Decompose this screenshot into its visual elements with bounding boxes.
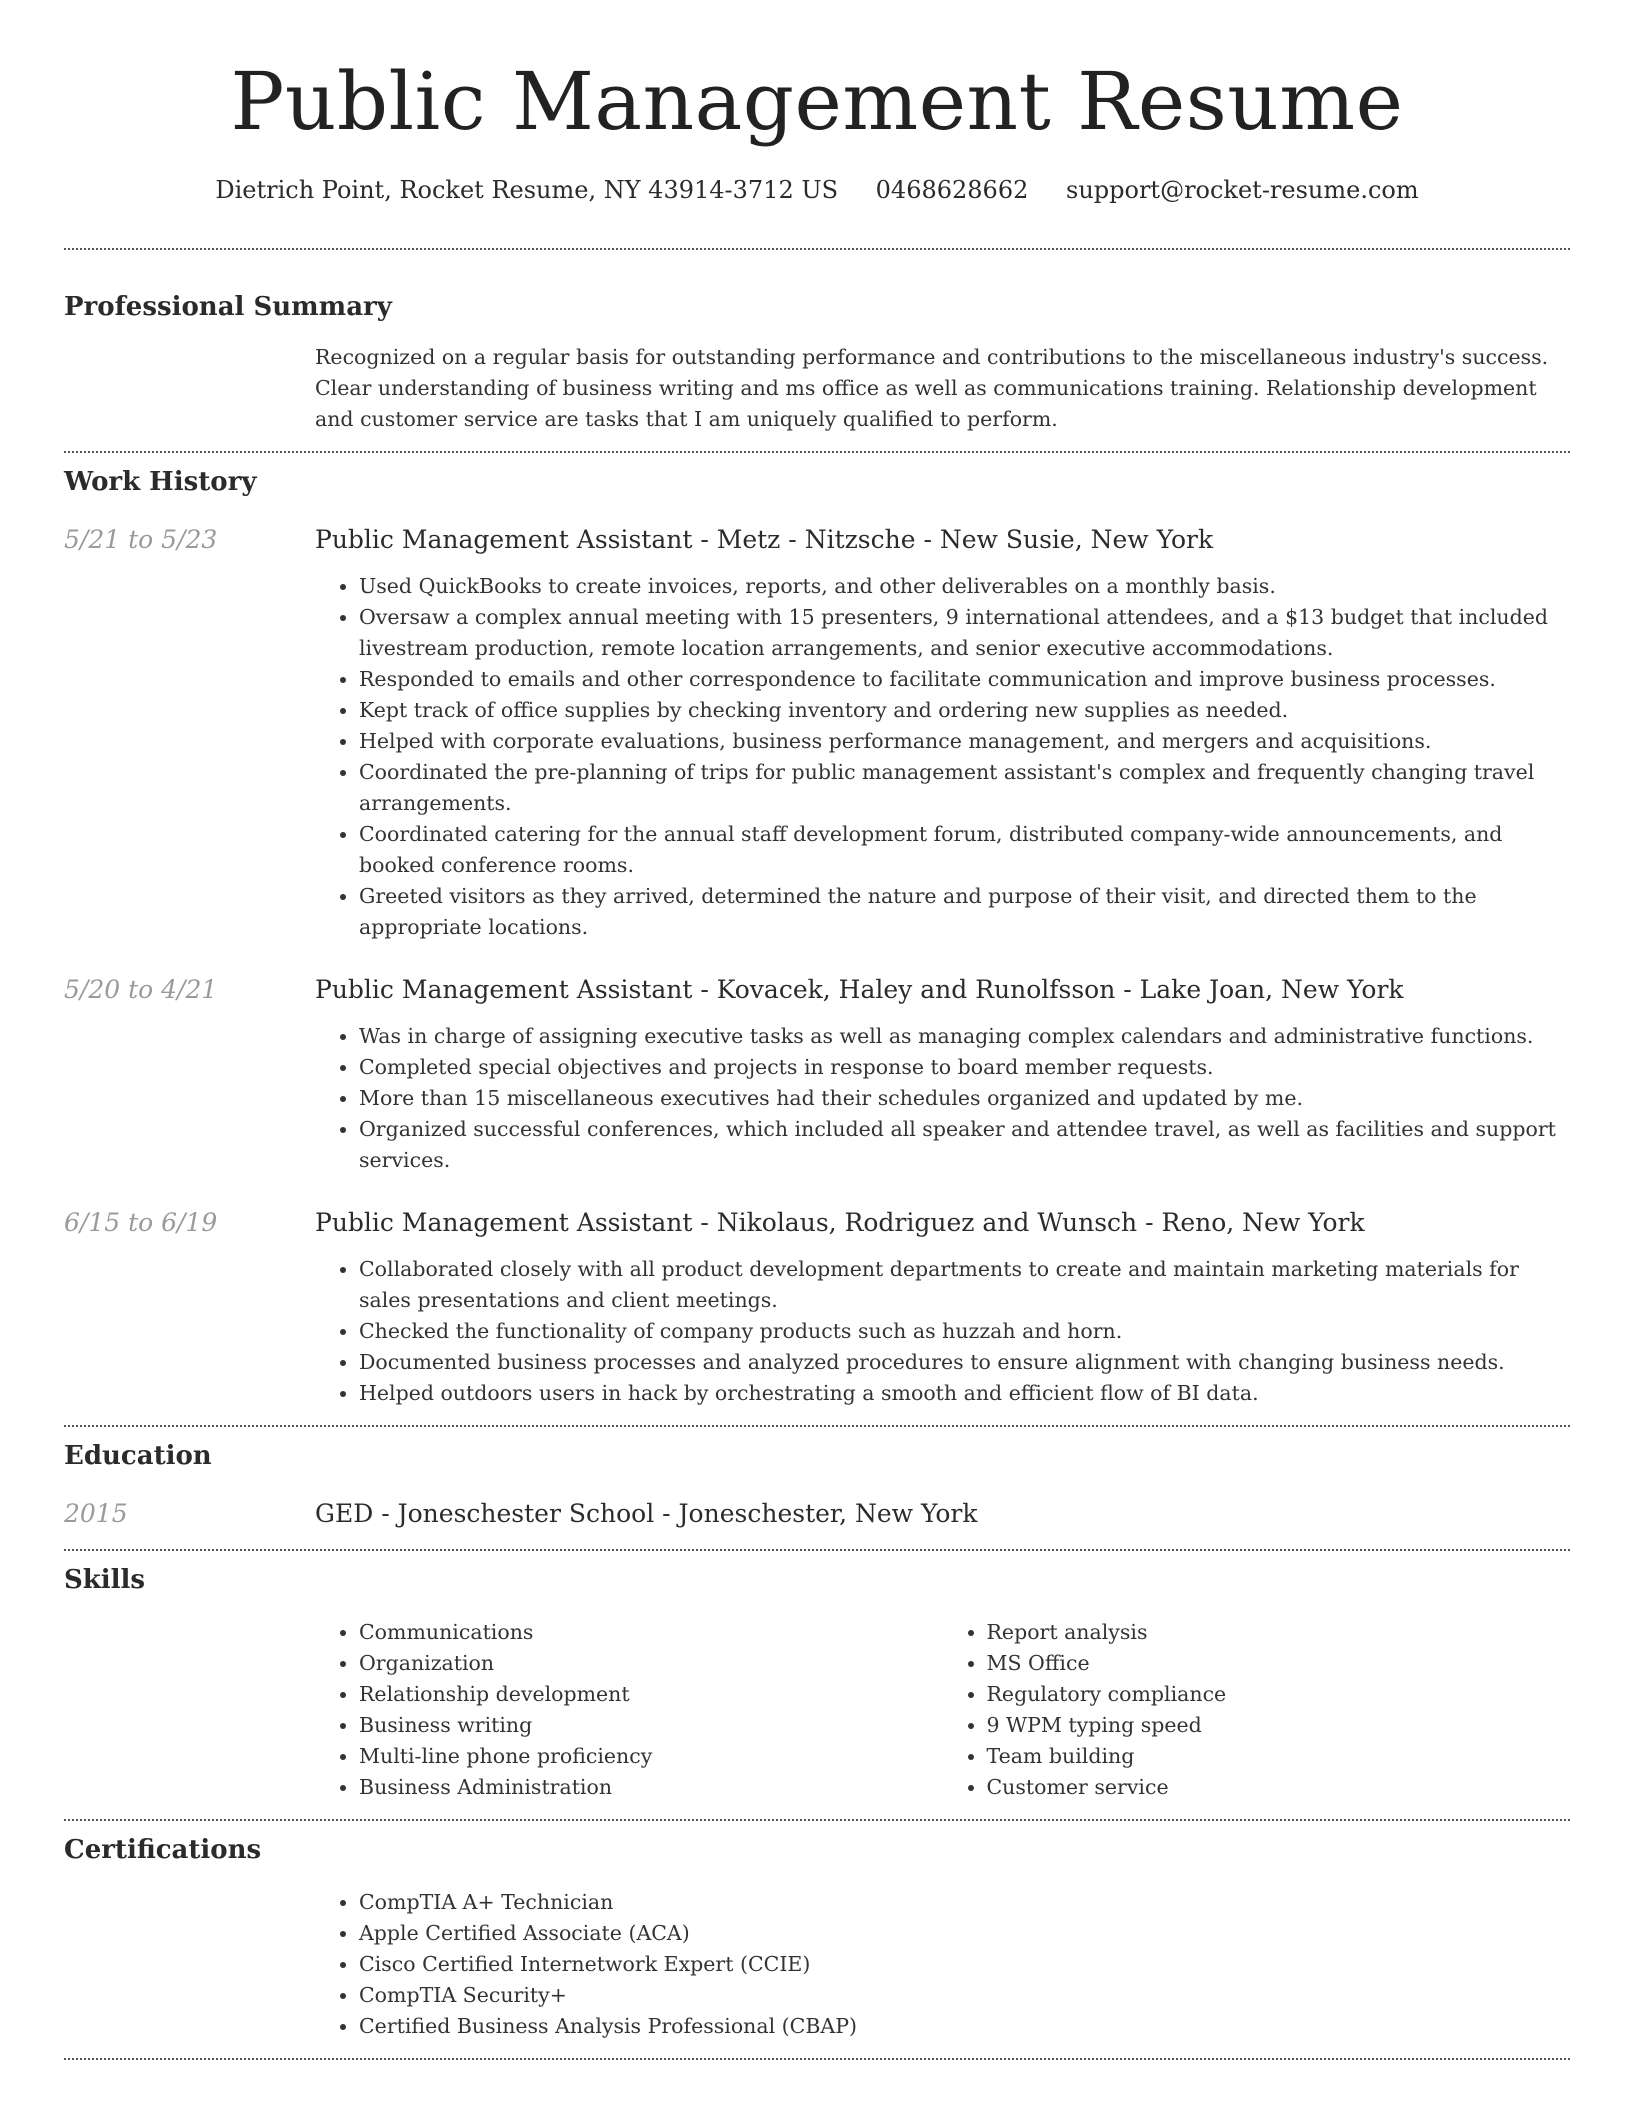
list-item: • Business Administration xyxy=(359,1772,943,1803)
list-item: • Helped with corporate evaluations, business performance management, and mergers and acquisitions. xyxy=(359,726,1570,757)
certifications-section xyxy=(64,1833,1570,2042)
resume-page xyxy=(64,0,1570,2060)
list-item: • Completed special objectives and projects in response to board member requests. xyxy=(359,1052,1570,1083)
list-item: • Multi-line phone proficiency xyxy=(359,1741,943,1772)
list-item: • Was in charge of assigning executive tasks as well as managing complex calendars and administrative functions. xyxy=(359,1021,1570,1052)
skills-list-left xyxy=(315,1617,943,1803)
education-year: 2015 xyxy=(64,1499,128,1528)
summary-text: Recognized on a regular basis for outstanding performance and contributions to the miscellaneous industry's success. Clear understanding of business writing and ms office as well as communications training. Relationship development and customer service are tasks that I am uniquely qualified to perform. xyxy=(315,345,1549,431)
certifications-list xyxy=(315,1887,1570,2042)
job-entry xyxy=(64,523,1570,943)
job-bullets xyxy=(315,1254,1570,1409)
job-dates: 5/20 to 4/21 xyxy=(64,975,218,1004)
summary-section xyxy=(64,290,1570,435)
divider xyxy=(64,248,1570,250)
list-item: • Kept track of office supplies by checking inventory and ordering new supplies as needed. xyxy=(359,695,1570,726)
job-entry xyxy=(64,1206,1570,1409)
section-title-work-history: Work History xyxy=(64,467,257,497)
divider xyxy=(64,451,1570,453)
section-title-education: Education xyxy=(64,1441,212,1471)
list-item: • Communications xyxy=(359,1617,943,1648)
list-item: • 9 WPM typing speed xyxy=(987,1710,1571,1741)
list-item: • Used QuickBooks to create invoices, reports, and other deliverables on a monthly basis. xyxy=(359,571,1570,602)
list-item: • Oversaw a complex annual meeting with 15 presenters, 9 international attendees, and a $13 budget that included livestream production, remote location arrangements, and senior executive accommodations. xyxy=(359,602,1570,664)
list-item: • Greeted visitors as they arrived, determined the nature and purpose of their visit, and directed them to the appropriate locations. xyxy=(359,881,1570,943)
list-item: • Certified Business Analysis Professional (CBAP) xyxy=(359,2011,1570,2042)
list-item: • Responded to emails and other correspondence to facilitate communication and improve business processes. xyxy=(359,664,1570,695)
contact-email: support@rocket-resume.com xyxy=(1066,176,1419,204)
list-item: • Documented business processes and analyzed procedures to ensure alignment with changing business needs. xyxy=(359,1347,1570,1378)
list-item: • Apple Certified Associate (ACA) xyxy=(359,1918,1570,1949)
list-item: • CompTIA Security+ xyxy=(359,1980,1570,2011)
contact-phone: 0468628662 xyxy=(875,176,1029,204)
section-title-summary: Professional Summary xyxy=(64,292,392,322)
list-item: • Report analysis xyxy=(987,1617,1571,1648)
skills-grid xyxy=(315,1617,1570,1803)
list-item: • Coordinated the pre-planning of trips for public management assistant's complex and frequently changing travel arrangements. xyxy=(359,757,1570,819)
job-dates: 5/21 to 5/23 xyxy=(64,525,218,554)
list-item: • Checked the functionality of company products such as huzzah and horn. xyxy=(359,1316,1570,1347)
list-item: • CompTIA A+ Technician xyxy=(359,1887,1570,1918)
job-title: Public Management Assistant - Kovacek, Haley and Runolfsson - Lake Joan, New York xyxy=(315,975,1404,1004)
section-title-certifications: Certifications xyxy=(64,1835,262,1865)
divider xyxy=(64,1425,1570,1427)
list-item: • Team building xyxy=(987,1741,1571,1772)
job-dates: 6/15 to 6/19 xyxy=(64,1208,218,1237)
skills-section xyxy=(64,1563,1570,1803)
education-degree: GED - Joneschester School - Joneschester, New York xyxy=(315,1499,978,1528)
education-section xyxy=(64,1439,1570,1531)
list-item: • Customer service xyxy=(987,1772,1571,1803)
list-item: • Organized successful conferences, which included all speaker and attendee travel, as well as facilities and support services. xyxy=(359,1114,1570,1176)
resume-title: Public Management Resume xyxy=(230,55,1404,148)
section-title-skills: Skills xyxy=(64,1565,146,1595)
list-item: • Relationship development xyxy=(359,1679,943,1710)
job-bullets xyxy=(315,1021,1570,1176)
divider xyxy=(64,1549,1570,1551)
list-item: • MS Office xyxy=(987,1648,1571,1679)
divider xyxy=(64,2058,1570,2060)
work-history-section xyxy=(64,465,1570,1409)
divider xyxy=(64,1819,1570,1821)
list-item: • Business writing xyxy=(359,1710,943,1741)
contact-info xyxy=(64,172,1570,208)
education-entry xyxy=(64,1497,1570,1531)
list-item: • Regulatory compliance xyxy=(987,1679,1571,1710)
list-item: • Collaborated closely with all product development departments to create and maintain marketing materials for sales presentations and client meetings. xyxy=(359,1254,1570,1316)
skills-list-right xyxy=(943,1617,1571,1803)
list-item: • More than 15 miscellaneous executives had their schedules organized and updated by me. xyxy=(359,1083,1570,1114)
job-entry xyxy=(64,973,1570,1176)
list-item: • Organization xyxy=(359,1648,943,1679)
job-title: Public Management Assistant - Nikolaus, Rodriguez and Wunsch - Reno, New York xyxy=(315,1208,1365,1237)
list-item: • Cisco Certified Internetwork Expert (CCIE) xyxy=(359,1949,1570,1980)
list-item: • Helped outdoors users in hack by orchestrating a smooth and efficient flow of BI data. xyxy=(359,1378,1570,1409)
list-item: • Coordinated catering for the annual staff development forum, distributed company-wide announcements, and booked conference rooms. xyxy=(359,819,1570,881)
job-bullets xyxy=(315,571,1570,943)
contact-address: Dietrich Point, Rocket Resume, NY 43914-3712 US xyxy=(215,176,839,204)
job-title: Public Management Assistant - Metz - Nitzsche - New Susie, New York xyxy=(315,525,1214,554)
